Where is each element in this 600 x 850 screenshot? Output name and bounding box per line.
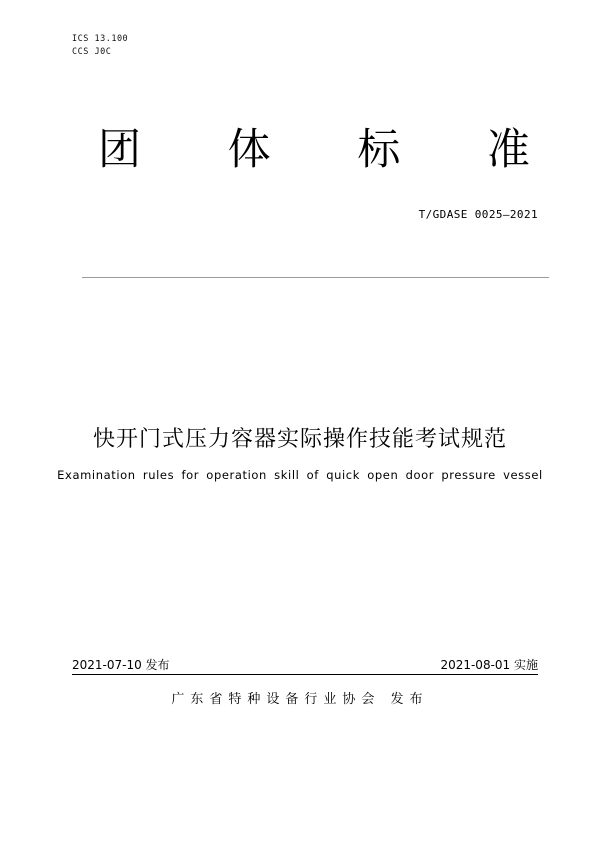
implement-date: 2021-08-01 实施: [440, 658, 538, 672]
title-chinese: 快开门式压力容器实际操作技能考试规范: [92, 427, 507, 452]
heading-char-1: 团: [98, 124, 141, 175]
document-type-heading: [98, 122, 530, 178]
publish-date: 2021-07-10 发布: [72, 658, 170, 672]
heading-char-3: 标: [357, 124, 401, 175]
standard-number: T/GDASE 0025—2021: [418, 208, 538, 221]
heading-char-2: 体: [227, 124, 271, 175]
header-divider: [82, 277, 549, 278]
ics-code: ICS 13.100: [72, 34, 129, 44]
ccs-code: CCS J0C: [72, 47, 112, 57]
issuing-organization: 广东省特种设备行业协会 发布: [171, 692, 429, 707]
footer-divider: [72, 674, 538, 675]
title-english: Examination rules for operation skill of quick open door pressure vessel: [57, 468, 543, 482]
heading-char-4: 准: [486, 124, 530, 175]
